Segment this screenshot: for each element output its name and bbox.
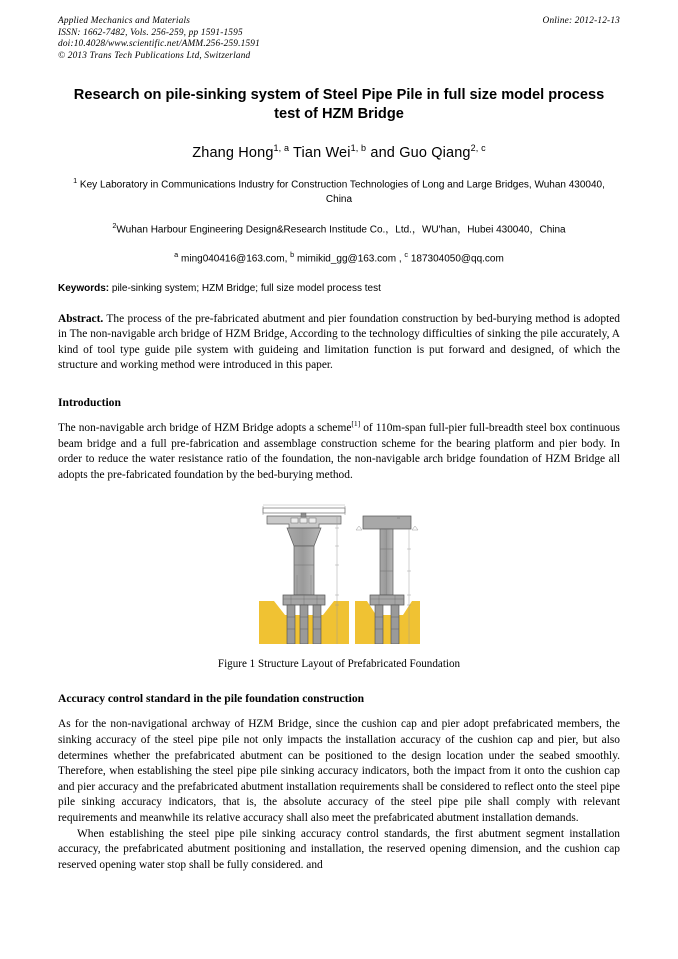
author-emails: [58, 250, 620, 264]
girder-cells-left: [291, 518, 316, 523]
journal-header-left: [58, 16, 260, 62]
level-marker-left-right-view: [356, 526, 362, 530]
affiliation-2-marker: 2: [112, 220, 117, 230]
steel-pipe-piles-left: [287, 605, 321, 644]
section-heading-accuracy: Accuracy control standard in the pile foundation construction: [58, 692, 365, 706]
introduction-paragraph: [58, 421, 620, 483]
journal-header-right: [543, 16, 620, 28]
keywords-value: pile-sinking system; HZM Bridge; full size model process test: [109, 282, 381, 294]
left-elevation-view: [259, 505, 349, 644]
pile-1-left: [287, 605, 295, 644]
abstract-label: Abstract.: [58, 312, 104, 325]
citation-ref-1[interactable]: [1]: [351, 419, 361, 429]
section-heading-introduction: Introduction: [58, 396, 121, 410]
intro-text-part2: of 110m-span full-pier full-breadth steel box continuous beam bridge and a full pre-fabrication and assemblage construction scheme for the bearing platform and pier body. In order to reduce the water resistance ratio of the foundation, the non-navigable arch bridge foundation of HZM Bridge all adopts the pre-fabricated foundation by the bed-burying method.: [58, 422, 620, 481]
pier-flare-left: [287, 528, 321, 546]
level-marker-right-right-view: [412, 526, 418, 530]
abstract-text: The process of the pre-fabricated abutment and pier foundation construction by bed-burying method is adopted in The non-navigable arch bridge of HZM Bridge, According to the technology difficulties of sinking the pile accurately, A kind of tool type guide pile system with guideing and limitation function is put forward and designed, of which the structure and working method were introduced in this paper.: [58, 312, 620, 372]
abstract-block: [58, 312, 620, 374]
email-2[interactable]: mimikid_gg@163.com ,: [294, 253, 405, 265]
affiliation-1: [58, 174, 620, 207]
email-3-marker: c: [404, 250, 409, 260]
online-date: Online: 2012-12-13: [542, 16, 620, 26]
journal-name: Applied Mechanics and Materials: [58, 16, 191, 26]
affiliation-2: [58, 219, 620, 238]
figure-1-container: [58, 499, 620, 644]
email-2-marker: b: [290, 250, 295, 260]
journal-header: [58, 16, 620, 62]
intro-text-part1: The non-navigable arch bridge of HZM Bridge adopts a scheme: [58, 422, 352, 435]
affiliation-1-text: Key Laboratory in Communications Industry for Construction Technologies of Long and Large Bridges, Wuhan 430040, China: [77, 179, 605, 206]
email-1[interactable]: ming040416@163.com,: [178, 253, 291, 265]
journal-doi: doi:10.4028/www.scientific.net/AMM.256-259.1591: [58, 39, 260, 50]
accuracy-paragraph-1: As for the non-navigational archway of HZM Bridge, since the cushion cap and pier adopt prefabricated members, the sinking accuracy of the steel pipe pile not only impacts the installation accuracy of the cushion cap and pier, but also determines whether the prefabricated abutment can be positioned to the design location under the seabed smoothly. Therefore, when establishing the steel pipe pile sinking accuracy indicators, both the impact from it onto the cushion cap and pier accuracy and the prefabricated abutment installation requirements shall be considered to reflect onto the steel pipe pile sinking accuracy indicators, that is, the absolute accuracy of the steel pipe pile shall comply with relevant requirements and meanwhile its relative accuracy shall also meet the prefabricated abutment installation demands.: [58, 718, 620, 824]
right-elevation-view: [355, 516, 420, 644]
author-3-marker: 2, c: [470, 143, 486, 154]
figure-1-svg: [257, 499, 422, 644]
prefabricated-foundation-structure-diagram: [257, 499, 422, 644]
deck-slab-left: [263, 508, 345, 513]
pile-3-left: [313, 605, 321, 644]
author-1-name: Zhang Hong: [192, 145, 274, 162]
pile-1-right: [375, 605, 383, 644]
accuracy-paragraph-2: When establishing the steel pipe pile sinking accuracy control standards, the first abutment segment installation accuracy, the prefabricated abutment positioning and installation, the reserved opening dimension, and the cushion cap reserved opening water stop shall be fully considered. and: [58, 827, 620, 871]
author-conjunction: and: [366, 145, 400, 162]
cap-beam-right: [363, 516, 411, 529]
author-1-marker: 1, a: [273, 143, 290, 154]
bearing-block-left: [301, 513, 306, 517]
pile-2-right: [391, 605, 399, 644]
author-list: [58, 143, 620, 161]
journal-copyright: © 2013 Trans Tech Publications Ltd, Switzerland: [58, 50, 251, 61]
author-3-name: Guo Qiang: [399, 145, 471, 162]
affiliation-2-text: Wuhan Harbour Engineering Design&Research Institude Co.，Ltd.，WU'han，Hubei 430040，China: [116, 223, 566, 235]
author-2-name: Tian Wei: [289, 145, 351, 162]
cushion-cap-right: [370, 595, 404, 605]
affiliation-1-marker: 1: [73, 176, 78, 186]
author-2-marker: 1, b: [350, 143, 367, 154]
page-title: Research on pile-sinking system of Steel Pipe Pile in full size model process test of HZM Bridge: [73, 87, 605, 123]
keywords-label: Keywords:: [58, 282, 110, 294]
pile-2-left: [300, 605, 308, 644]
journal-issn: ISSN: 1662-7482, Vols. 256-259, pp 1591-1595: [58, 27, 243, 38]
figure-1-caption: Figure 1 Structure Layout of Prefabricated Foundation: [217, 658, 461, 671]
email-3[interactable]: 187304050@qq.com: [408, 253, 504, 265]
email-1-marker: a: [174, 250, 179, 260]
keywords-line: [58, 283, 620, 294]
